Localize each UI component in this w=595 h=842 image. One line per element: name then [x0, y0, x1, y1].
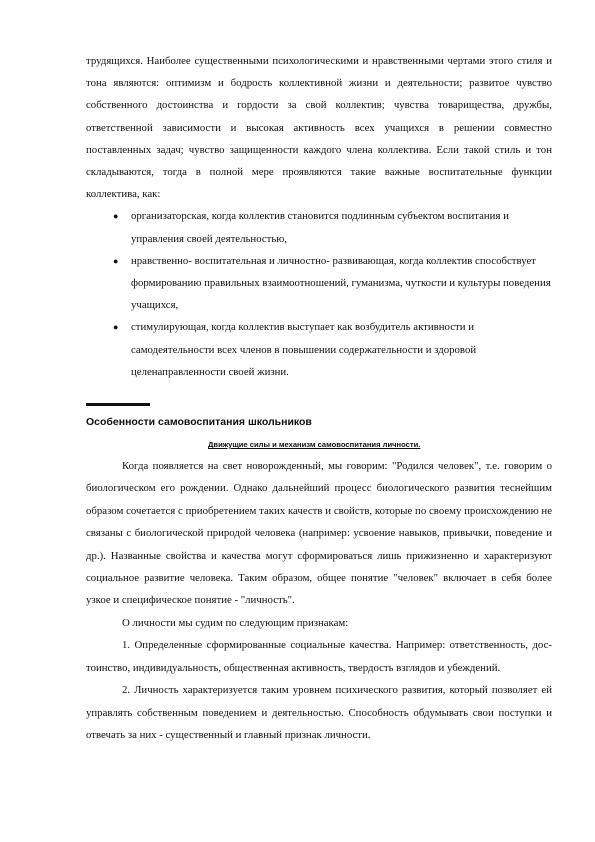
intro-paragraph: трудящихся. Наиболее существенными психологическими и нравственными чертами этого стиля и тона являются: оптимизм и бодрость коллективной жизни и деятельности; развитое чувство собственного достоинства и гордости за свой коллектив; чувства товарищества, дружбы, ответственной зависимости и высокая активность всех учащихся в решении совместно поставленных задач; чувство защищенности каждого члена коллектива. Если такой стиль и тон складываются, тогда в полной мере проявляются такие важные воспитательные функции коллектива, как:	[86, 55, 552, 201]
section-subheading: Движущие силы и механизм самовоспитания личности.	[208, 440, 421, 450]
list-item-text: организаторская, когда коллектив становится подлинным субъектом воспитания и управления своей деятельностью,	[131, 210, 509, 245]
section-heading: Особенности самовоспитания школьников	[86, 416, 312, 429]
list-item	[86, 250, 552, 317]
document-page	[86, 50, 552, 746]
list-item-text: стимулирующая, когда коллектив выступает как возбудитель активности и самодеятельности всех членов в повышении содержательности и здоровой целенаправленности своей жизни.	[131, 321, 477, 378]
section-body	[86, 455, 552, 746]
body-paragraph: 1. Определенные сформированные социальные качества. Например: ответственность, дос-тоинство, индивидуальность, общественная активность, твердость взглядов и убеждений.	[86, 639, 552, 674]
body-paragraph: О личности мы судим по следующим признакам:	[122, 616, 349, 629]
list-item	[86, 316, 552, 383]
functions-list	[86, 205, 552, 383]
bullet-icon: ●	[113, 322, 119, 333]
bullet-icon: ●	[113, 255, 119, 266]
list-item-text: нравственно- воспитательная и личностно- развивающая, когда коллектив способствует формированию правильных взаимоотношений, гуманизма, чуткости и культуры поведения учащихся,	[131, 254, 551, 312]
list-item	[86, 205, 552, 249]
bullet-icon: ●	[113, 211, 119, 222]
body-paragraph: 2. Личность характеризуется таким уровнем психического развития, который позволяет ей управлять собственным поведением и деятельностью. Способность обдумывать свои поступки и отвечать за них - существенный и главный признак личности.	[86, 684, 552, 741]
section-divider	[86, 403, 150, 406]
body-paragraph: Когда появляется на свет новорожденный, мы говорим: "Родился человек", т.е. говорим о биологическом его рождении. Однако дальнейший процесс биологического развития теснейшим образом сочетается с приобретением таких качеств и свойств, которые по своему происхождению не связаны с биологической природой человека (например: усвоение навыков, привычки, поведение и др.). Названные свойства и качества могут сформироваться лишь прижизненно и характеризуют социальное развитие человека. Таким образом, общее понятие "человек" включает в себя более узкое и специфическое понятие - "личность".	[86, 460, 552, 607]
